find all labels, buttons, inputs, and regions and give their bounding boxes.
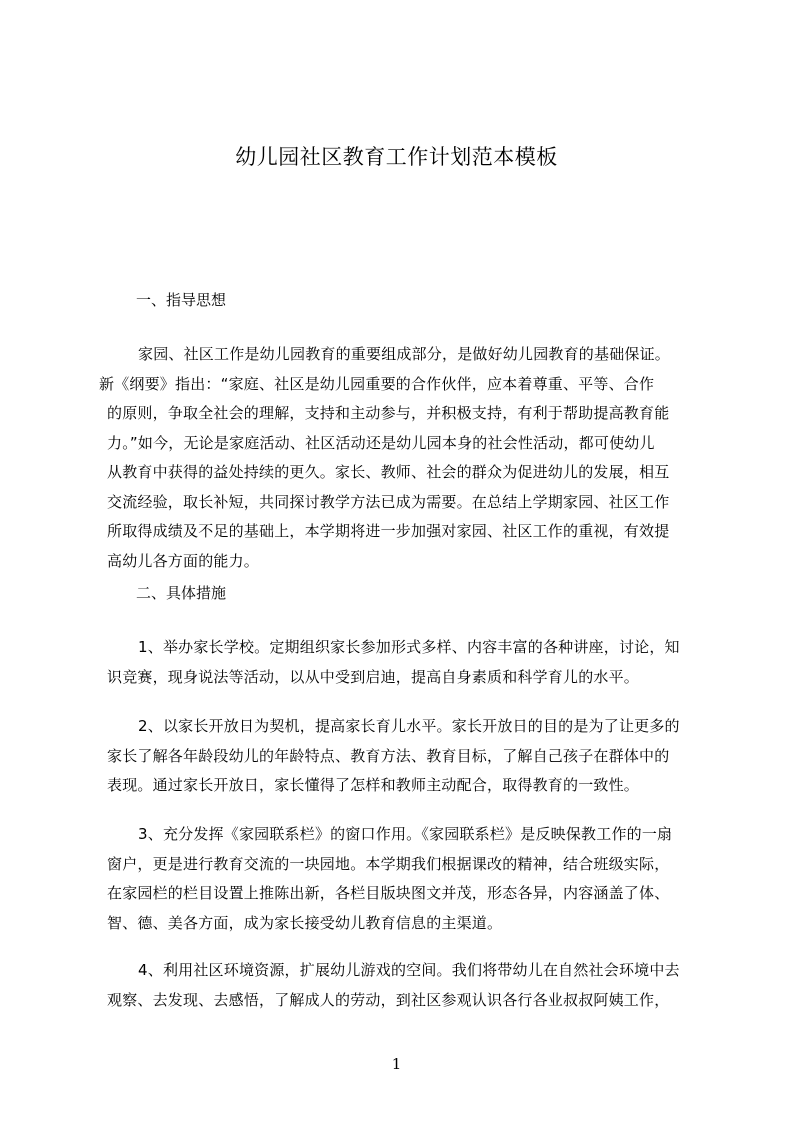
- paragraph-measure-4: [107, 956, 713, 1015]
- page-number: 1: [391, 1055, 402, 1073]
- text-line: 家长了解各年龄段幼儿的年龄特点、教育方法、教育目标，了解自己孩子在群体中的: [107, 746, 670, 765]
- text-line: 窗户，更是进行教育交流的一块园地。本学期我们根据课改的精神，结合班级实际，: [107, 854, 670, 873]
- text-line: 新《纲要》指出：“家庭、社区是幼儿园重要的合作伙伴，应本着尊重、平等、合作: [99, 374, 655, 393]
- text-line: 力。”如今，无论是家庭活动、社区活动还是幼儿园本身的社会性活动，都可使幼儿: [107, 433, 655, 452]
- text-line: 观察、去发现、去感悟，了解成人的劳动，到社区参观认识各行各业叔叔阿姨工作，: [107, 990, 670, 1009]
- text-line: 1、举办家长学校。定期组织家长参加形式多样、内容丰富的各种讲座，讨论，知: [138, 638, 680, 656]
- page-title: 幼儿园社区教育工作计划范本模板: [235, 145, 558, 169]
- text-line: 4、利用社区环境资源，扩展幼儿游戏的空间。我们将带幼儿在自然社会环境中去: [138, 961, 680, 979]
- text-line: 交流经验，取长补短，共同探讨教学方法已成为需要。在总结上学期家园、社区工作: [107, 492, 670, 511]
- text-line: 表现。通过家长开放日，家长懂得了怎样和教师主动配合，取得教育的一致性。: [107, 776, 640, 794]
- text-line: 所取得成绩及不足的基础上，本学期将进一步加强对家园、社区工作的重视，有效提: [107, 522, 670, 540]
- text-line: 在家园栏的栏目设置上推陈出新，各栏目版块图文并茂，形态各异，内容涵盖了体、: [107, 884, 670, 902]
- text-line: 3、充分发挥《家园联系栏》的窗口作用。《家园联系栏》是反映保教工作的一扇: [138, 825, 673, 843]
- section-heading-guiding-ideology: 一、指导思想: [136, 291, 227, 309]
- text-line: 家园、社区工作是幼儿园教育的重要组成部分，是做好幼儿园教育的基础保证。: [138, 345, 671, 363]
- text-line: 从教育中获得的益处持续的更久。家长、教师、社会的群众为促进幼儿的发展，相互: [107, 463, 670, 481]
- text-line: 的原则，争取全社会的理解，支持和主动参与，并积极支持，有利于帮助提高教育能: [107, 404, 670, 422]
- text-line: 智、德、美各方面，成为家长接受幼儿教育信息的主渠道。: [107, 913, 503, 932]
- text-line: 2、以家长开放日为契机，提高家长育儿水平。家长开放日的目的是为了让更多的: [138, 717, 680, 735]
- text-line: 高幼儿各方面的能力。: [107, 551, 260, 570]
- section-heading-specific-measures: 二、具体措施: [136, 584, 227, 602]
- text-line: 识竞赛，现身说法等活动，以从中受到启迪，提高自身素质和科学育儿的水平。: [107, 667, 640, 686]
- paragraph-measure-3: [107, 820, 713, 938]
- paragraph-measure-1: [107, 633, 713, 692]
- paragraph-guiding-ideology: [99, 340, 713, 576]
- paragraph-measure-2: [107, 712, 713, 801]
